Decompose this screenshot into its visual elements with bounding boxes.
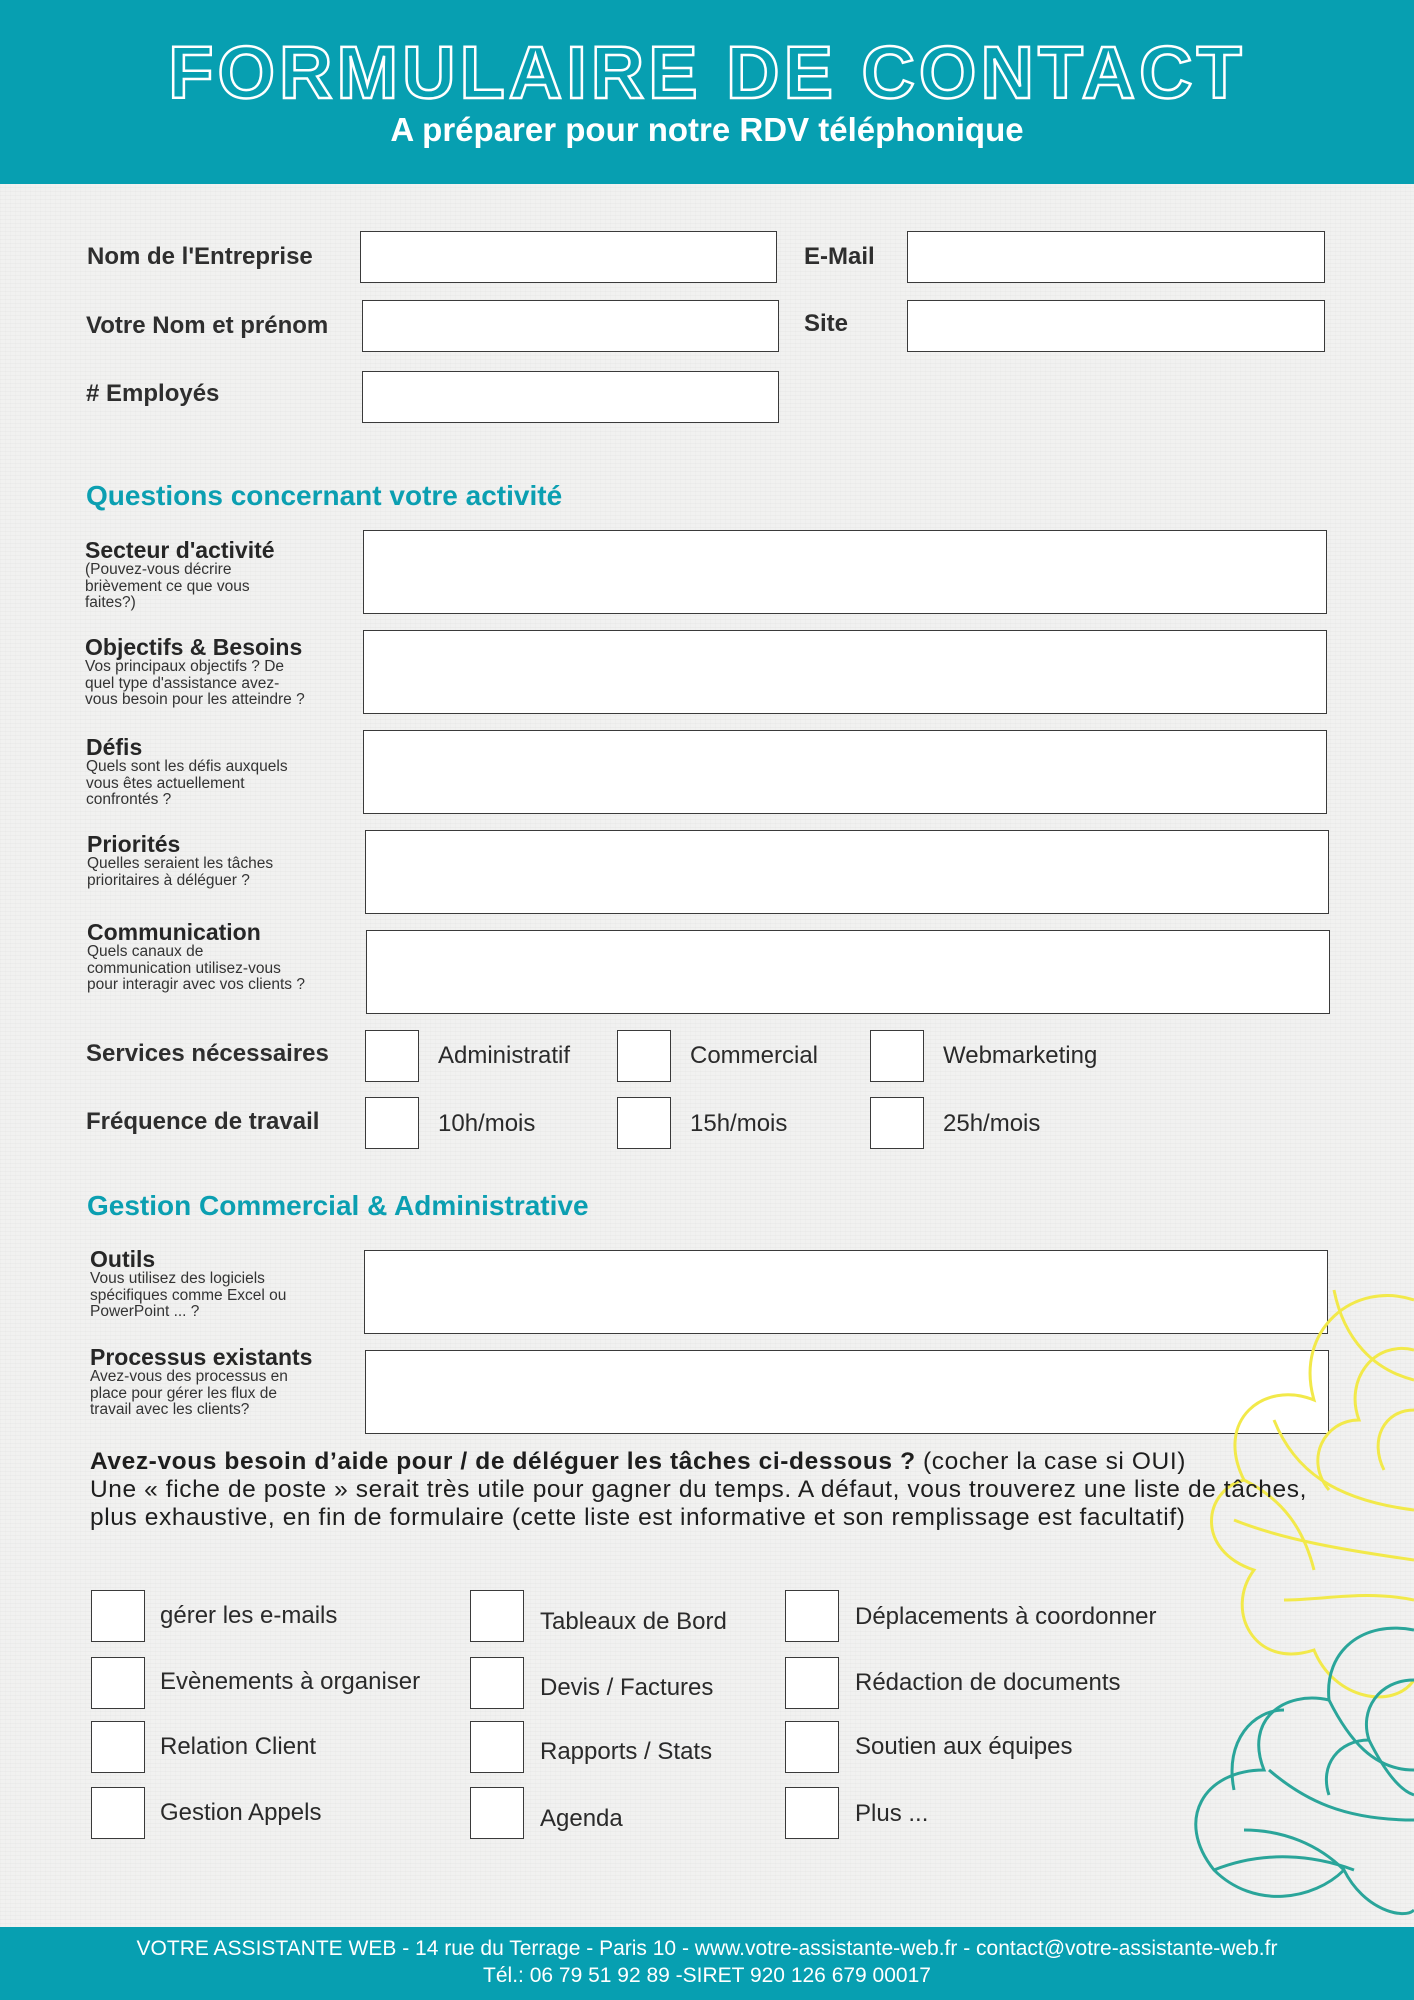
task-calls-label: Gestion Appels <box>160 1799 322 1826</box>
frequency-10h-label: 10h/mois <box>438 1110 536 1137</box>
challenges-label: Défis Quels sont les défis auxquels vous êtes actuellement confrontés ? <box>86 734 288 808</box>
management-section-title: Gestion Commercial & Administrative <box>87 1190 589 1221</box>
task-agenda-label: Agenda <box>540 1805 623 1832</box>
task-events-label: Evènements à organiser <box>160 1668 421 1695</box>
service-commercial-label: Commercial <box>690 1042 819 1069</box>
email-input[interactable] <box>907 231 1325 283</box>
tools-label: Outils Vous utilisez des logiciels spécifiques comme Excel ou PowerPoint ... ? <box>90 1246 287 1320</box>
service-commercial-checkbox[interactable] <box>617 1030 671 1082</box>
activity-section-title: Questions concernant votre activité <box>86 480 563 511</box>
email-label: E-Mail <box>804 243 875 270</box>
priorities-input[interactable] <box>365 830 1329 914</box>
task-events-checkbox[interactable] <box>91 1657 145 1709</box>
task-travel-label: Déplacements à coordonner <box>855 1603 1157 1630</box>
communication-input[interactable] <box>366 930 1330 1014</box>
service-webmarketing-label: Webmarketing <box>943 1042 1098 1069</box>
frequency-15h-checkbox[interactable] <box>617 1097 671 1149</box>
task-client-relations-label: Relation Client <box>160 1733 317 1760</box>
delegation-question: Avez-vous besoin d’aide pour / de déléguer les tâches ci-dessous ? <box>90 1448 916 1475</box>
sector-input[interactable] <box>363 530 1327 614</box>
challenges-input[interactable] <box>363 730 1327 814</box>
task-travel-checkbox[interactable] <box>785 1590 839 1642</box>
task-agenda-checkbox[interactable] <box>470 1787 524 1839</box>
task-more-checkbox[interactable] <box>785 1787 839 1839</box>
task-dashboards-label: Tableaux de Bord <box>540 1608 727 1635</box>
communication-label: Communication Quels canaux de communication utilisez-vous pour interagir avec vos clients ? <box>87 919 305 993</box>
frequency-10h-checkbox[interactable] <box>365 1097 419 1149</box>
page-title: FORMULAIRE DE CONTACT <box>168 31 1246 114</box>
footer-contact: Tél.: 06 79 51 92 89 -SIRET 920 126 679 00017 <box>483 1964 931 1987</box>
task-quotes-label: Devis / Factures <box>540 1674 714 1701</box>
task-quotes-checkbox[interactable] <box>470 1657 524 1709</box>
flower-decoration-icon <box>1114 1270 1414 1930</box>
header-banner <box>0 0 1414 184</box>
delegation-hint: (cocher la case si OUI) <box>915 1448 1186 1475</box>
task-reports-label: Rapports / Stats <box>540 1738 713 1765</box>
company-input[interactable] <box>360 231 777 283</box>
name-input[interactable] <box>362 300 779 352</box>
sector-label: Secteur d'activité (Pouvez-vous décrire brièvement ce que vous faites?) <box>85 537 275 611</box>
name-label: Votre Nom et prénom <box>86 312 329 339</box>
task-documents-label: Rédaction de documents <box>855 1669 1121 1696</box>
task-dashboards-checkbox[interactable] <box>470 1590 524 1642</box>
service-webmarketing-checkbox[interactable] <box>870 1030 924 1082</box>
service-administratif-checkbox[interactable] <box>365 1030 419 1082</box>
task-client-relations-checkbox[interactable] <box>91 1721 145 1773</box>
task-emails-label: gérer les e-mails <box>160 1602 338 1629</box>
footer-address: VOTRE ASSISTANTE WEB - 14 rue du Terrage - Paris 10 - www.votre-assistante-web.fr - contact@votre-assistante-web.fr <box>136 1937 1278 1960</box>
task-calls-checkbox[interactable] <box>91 1787 145 1839</box>
frequency-label: Fréquence de travail <box>86 1108 320 1135</box>
company-label: Nom de l'Entreprise <box>87 243 313 270</box>
employees-label: # Employés <box>86 380 220 407</box>
delegation-intro <box>90 1448 1340 1532</box>
footer <box>0 1927 1414 2000</box>
processes-label: Processus existants Avez-vous des processus en place pour gérer les flux de travail avec les clients? <box>90 1344 313 1418</box>
site-input[interactable] <box>907 300 1325 352</box>
objectives-label: Objectifs & Besoins Vos principaux objectifs ? De quel type d'assistance avez- vous besoin pour les atteindre ? <box>85 634 305 708</box>
task-emails-checkbox[interactable] <box>91 1590 145 1642</box>
page-subtitle: A préparer pour notre RDV téléphonique <box>390 111 1024 148</box>
frequency-25h-checkbox[interactable] <box>870 1097 924 1149</box>
frequency-25h-label: 25h/mois <box>943 1110 1041 1137</box>
task-team-support-checkbox[interactable] <box>785 1721 839 1773</box>
site-label: Site <box>804 310 849 337</box>
employees-input[interactable] <box>362 371 779 423</box>
delegation-body: Une « fiche de poste » serait très utile pour gagner du temps. A défaut, vous trouverez une liste de tâches, plus exhaustive, en fin de formulaire (cette liste est informative et son remplissage est facultatif) <box>90 1476 1307 1531</box>
task-more-label: Plus ... <box>855 1800 929 1827</box>
services-label: Services nécessaires <box>86 1040 329 1067</box>
service-administratif-label: Administratif <box>438 1042 571 1069</box>
objectives-input[interactable] <box>363 630 1327 714</box>
task-documents-checkbox[interactable] <box>785 1657 839 1709</box>
task-team-support-label: Soutien aux équipes <box>855 1733 1073 1760</box>
frequency-15h-label: 15h/mois <box>690 1110 788 1137</box>
task-reports-checkbox[interactable] <box>470 1721 524 1773</box>
priorities-label: Priorités Quelles seraient les tâches prioritaires à déléguer ? <box>87 831 274 889</box>
